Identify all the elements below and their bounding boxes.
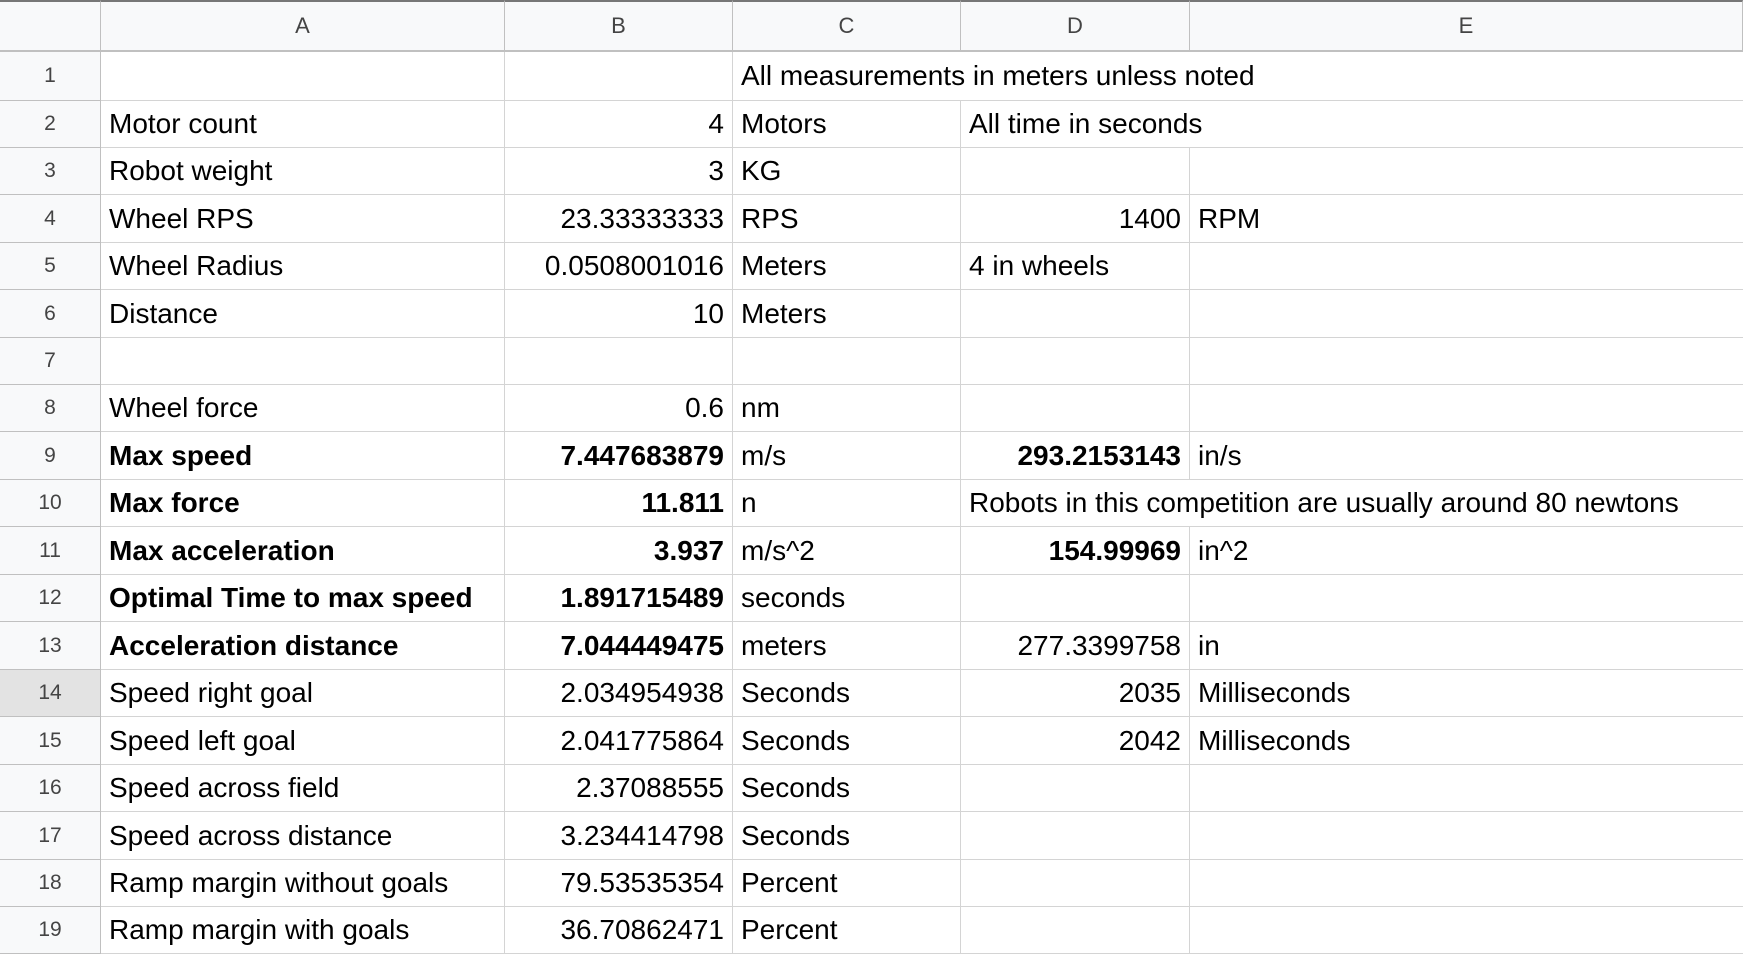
cell-c3[interactable]: KG	[733, 148, 961, 195]
cell-c6[interactable]: Meters	[733, 290, 961, 338]
cell-c4[interactable]: RPS	[733, 195, 961, 243]
column-header-c[interactable]: C	[733, 0, 961, 52]
cell-a11[interactable]: Max acceleration	[101, 527, 505, 575]
cell-c18[interactable]: Percent	[733, 860, 961, 907]
cell-e12[interactable]	[1190, 575, 1743, 622]
row-header-4[interactable]: 4	[0, 195, 101, 243]
row-header-14[interactable]: 14	[0, 670, 101, 717]
row-header-2[interactable]: 2	[0, 101, 101, 148]
cell-d15[interactable]: 2042	[961, 717, 1190, 765]
cell-b4[interactable]: 23.33333333	[505, 195, 733, 243]
cell-c13[interactable]: meters	[733, 622, 961, 670]
row-header-15[interactable]: 15	[0, 717, 101, 765]
cell-b10[interactable]: 11.811	[505, 480, 733, 527]
cell-e16[interactable]	[1190, 765, 1743, 812]
cell-e18[interactable]	[1190, 860, 1743, 907]
cell-c16[interactable]: Seconds	[733, 765, 961, 812]
cell-e8[interactable]	[1190, 385, 1743, 432]
row-header-1[interactable]: 1	[0, 52, 101, 101]
cell-e15[interactable]: Milliseconds	[1190, 717, 1743, 765]
cell-a16[interactable]: Speed across field	[101, 765, 505, 812]
cell-c17[interactable]: Seconds	[733, 812, 961, 860]
cell-e14[interactable]: Milliseconds	[1190, 670, 1743, 717]
row-header-8[interactable]: 8	[0, 385, 101, 432]
cell-a13[interactable]: Acceleration distance	[101, 622, 505, 670]
cell-e1[interactable]	[1190, 52, 1743, 101]
cell-c14[interactable]: Seconds	[733, 670, 961, 717]
cell-d4[interactable]: 1400	[961, 195, 1190, 243]
cell-e19[interactable]	[1190, 907, 1743, 954]
cell-e2[interactable]	[1190, 101, 1743, 148]
row-header-6[interactable]: 6	[0, 290, 101, 338]
cell-d13[interactable]: 277.3399758	[961, 622, 1190, 670]
cell-a2[interactable]: Motor count	[101, 101, 505, 148]
cell-a1[interactable]	[101, 52, 505, 101]
cell-d11[interactable]: 154.99969	[961, 527, 1190, 575]
row-header-5[interactable]: 5	[0, 243, 101, 290]
cell-d10[interactable]: Robots in this competition are usually around 80 newtons	[961, 480, 1190, 527]
cell-d18[interactable]	[961, 860, 1190, 907]
cell-a9[interactable]: Max speed	[101, 432, 505, 480]
column-header-b[interactable]: B	[505, 0, 733, 52]
cell-d8[interactable]	[961, 385, 1190, 432]
cell-a6[interactable]: Distance	[101, 290, 505, 338]
cell-b1[interactable]	[505, 52, 733, 101]
row-header-16[interactable]: 16	[0, 765, 101, 812]
cell-e7[interactable]	[1190, 338, 1743, 385]
column-header-e[interactable]: E	[1190, 0, 1743, 52]
cell-c10[interactable]: n	[733, 480, 961, 527]
cell-d2[interactable]: All time in seconds	[961, 101, 1190, 148]
cell-d6[interactable]	[961, 290, 1190, 338]
cell-c1[interactable]: All measurements in meters unless noted	[733, 52, 961, 101]
cell-e11[interactable]: in^2	[1190, 527, 1743, 575]
cell-b18[interactable]: 79.53535354	[505, 860, 733, 907]
cell-b15[interactable]: 2.041775864	[505, 717, 733, 765]
cell-a15[interactable]: Speed left goal	[101, 717, 505, 765]
row-header-13[interactable]: 13	[0, 622, 101, 670]
cell-a19[interactable]: Ramp margin with goals	[101, 907, 505, 954]
row-header-17[interactable]: 17	[0, 812, 101, 860]
cell-e13[interactable]: in	[1190, 622, 1743, 670]
cell-e5[interactable]	[1190, 243, 1743, 290]
cell-d3[interactable]	[961, 148, 1190, 195]
cell-c19[interactable]: Percent	[733, 907, 961, 954]
cell-b9[interactable]: 7.447683879	[505, 432, 733, 480]
cell-a14[interactable]: Speed right goal	[101, 670, 505, 717]
cell-e9[interactable]: in/s	[1190, 432, 1743, 480]
cell-b19[interactable]: 36.70862471	[505, 907, 733, 954]
cell-c12[interactable]: seconds	[733, 575, 961, 622]
row-header-18[interactable]: 18	[0, 860, 101, 907]
cell-d19[interactable]	[961, 907, 1190, 954]
cell-d12[interactable]	[961, 575, 1190, 622]
column-header-d[interactable]: D	[961, 0, 1190, 52]
row-header-7[interactable]: 7	[0, 338, 101, 385]
cell-a12[interactable]: Optimal Time to max speed	[101, 575, 505, 622]
row-header-19[interactable]: 19	[0, 907, 101, 954]
cell-a18[interactable]: Ramp margin without goals	[101, 860, 505, 907]
cell-a3[interactable]: Robot weight	[101, 148, 505, 195]
cell-b2[interactable]: 4	[505, 101, 733, 148]
row-header-10[interactable]: 10	[0, 480, 101, 527]
cell-d17[interactable]	[961, 812, 1190, 860]
row-header-12[interactable]: 12	[0, 575, 101, 622]
cell-a17[interactable]: Speed across distance	[101, 812, 505, 860]
cell-b12[interactable]: 1.891715489	[505, 575, 733, 622]
cell-a7[interactable]	[101, 338, 505, 385]
cell-b14[interactable]: 2.034954938	[505, 670, 733, 717]
cell-e4[interactable]: RPM	[1190, 195, 1743, 243]
cell-a8[interactable]: Wheel force	[101, 385, 505, 432]
cell-d5[interactable]: 4 in wheels	[961, 243, 1190, 290]
row-header-9[interactable]: 9	[0, 432, 101, 480]
row-header-3[interactable]: 3	[0, 148, 101, 195]
cell-b17[interactable]: 3.234414798	[505, 812, 733, 860]
cell-e3[interactable]	[1190, 148, 1743, 195]
cell-c8[interactable]: nm	[733, 385, 961, 432]
cell-c2[interactable]: Motors	[733, 101, 961, 148]
cell-e17[interactable]	[1190, 812, 1743, 860]
cell-c7[interactable]	[733, 338, 961, 385]
cell-b8[interactable]: 0.6	[505, 385, 733, 432]
cell-b5[interactable]: 0.0508001016	[505, 243, 733, 290]
cell-b11[interactable]: 3.937	[505, 527, 733, 575]
cell-d7[interactable]	[961, 338, 1190, 385]
cell-c15[interactable]: Seconds	[733, 717, 961, 765]
cell-b3[interactable]: 3	[505, 148, 733, 195]
cell-d14[interactable]: 2035	[961, 670, 1190, 717]
select-all-corner[interactable]	[0, 0, 101, 52]
cell-b6[interactable]: 10	[505, 290, 733, 338]
cell-a5[interactable]: Wheel Radius	[101, 243, 505, 290]
cell-d16[interactable]	[961, 765, 1190, 812]
column-header-a[interactable]: A	[101, 0, 505, 52]
cell-b16[interactable]: 2.37088555	[505, 765, 733, 812]
cell-d9[interactable]: 293.2153143	[961, 432, 1190, 480]
cell-c9[interactable]: m/s	[733, 432, 961, 480]
cell-c11[interactable]: m/s^2	[733, 527, 961, 575]
cell-b7[interactable]	[505, 338, 733, 385]
cell-e6[interactable]	[1190, 290, 1743, 338]
cell-a10[interactable]: Max force	[101, 480, 505, 527]
row-header-11[interactable]: 11	[0, 527, 101, 575]
cell-a4[interactable]: Wheel RPS	[101, 195, 505, 243]
cell-c5[interactable]: Meters	[733, 243, 961, 290]
cell-b13[interactable]: 7.044449475	[505, 622, 733, 670]
